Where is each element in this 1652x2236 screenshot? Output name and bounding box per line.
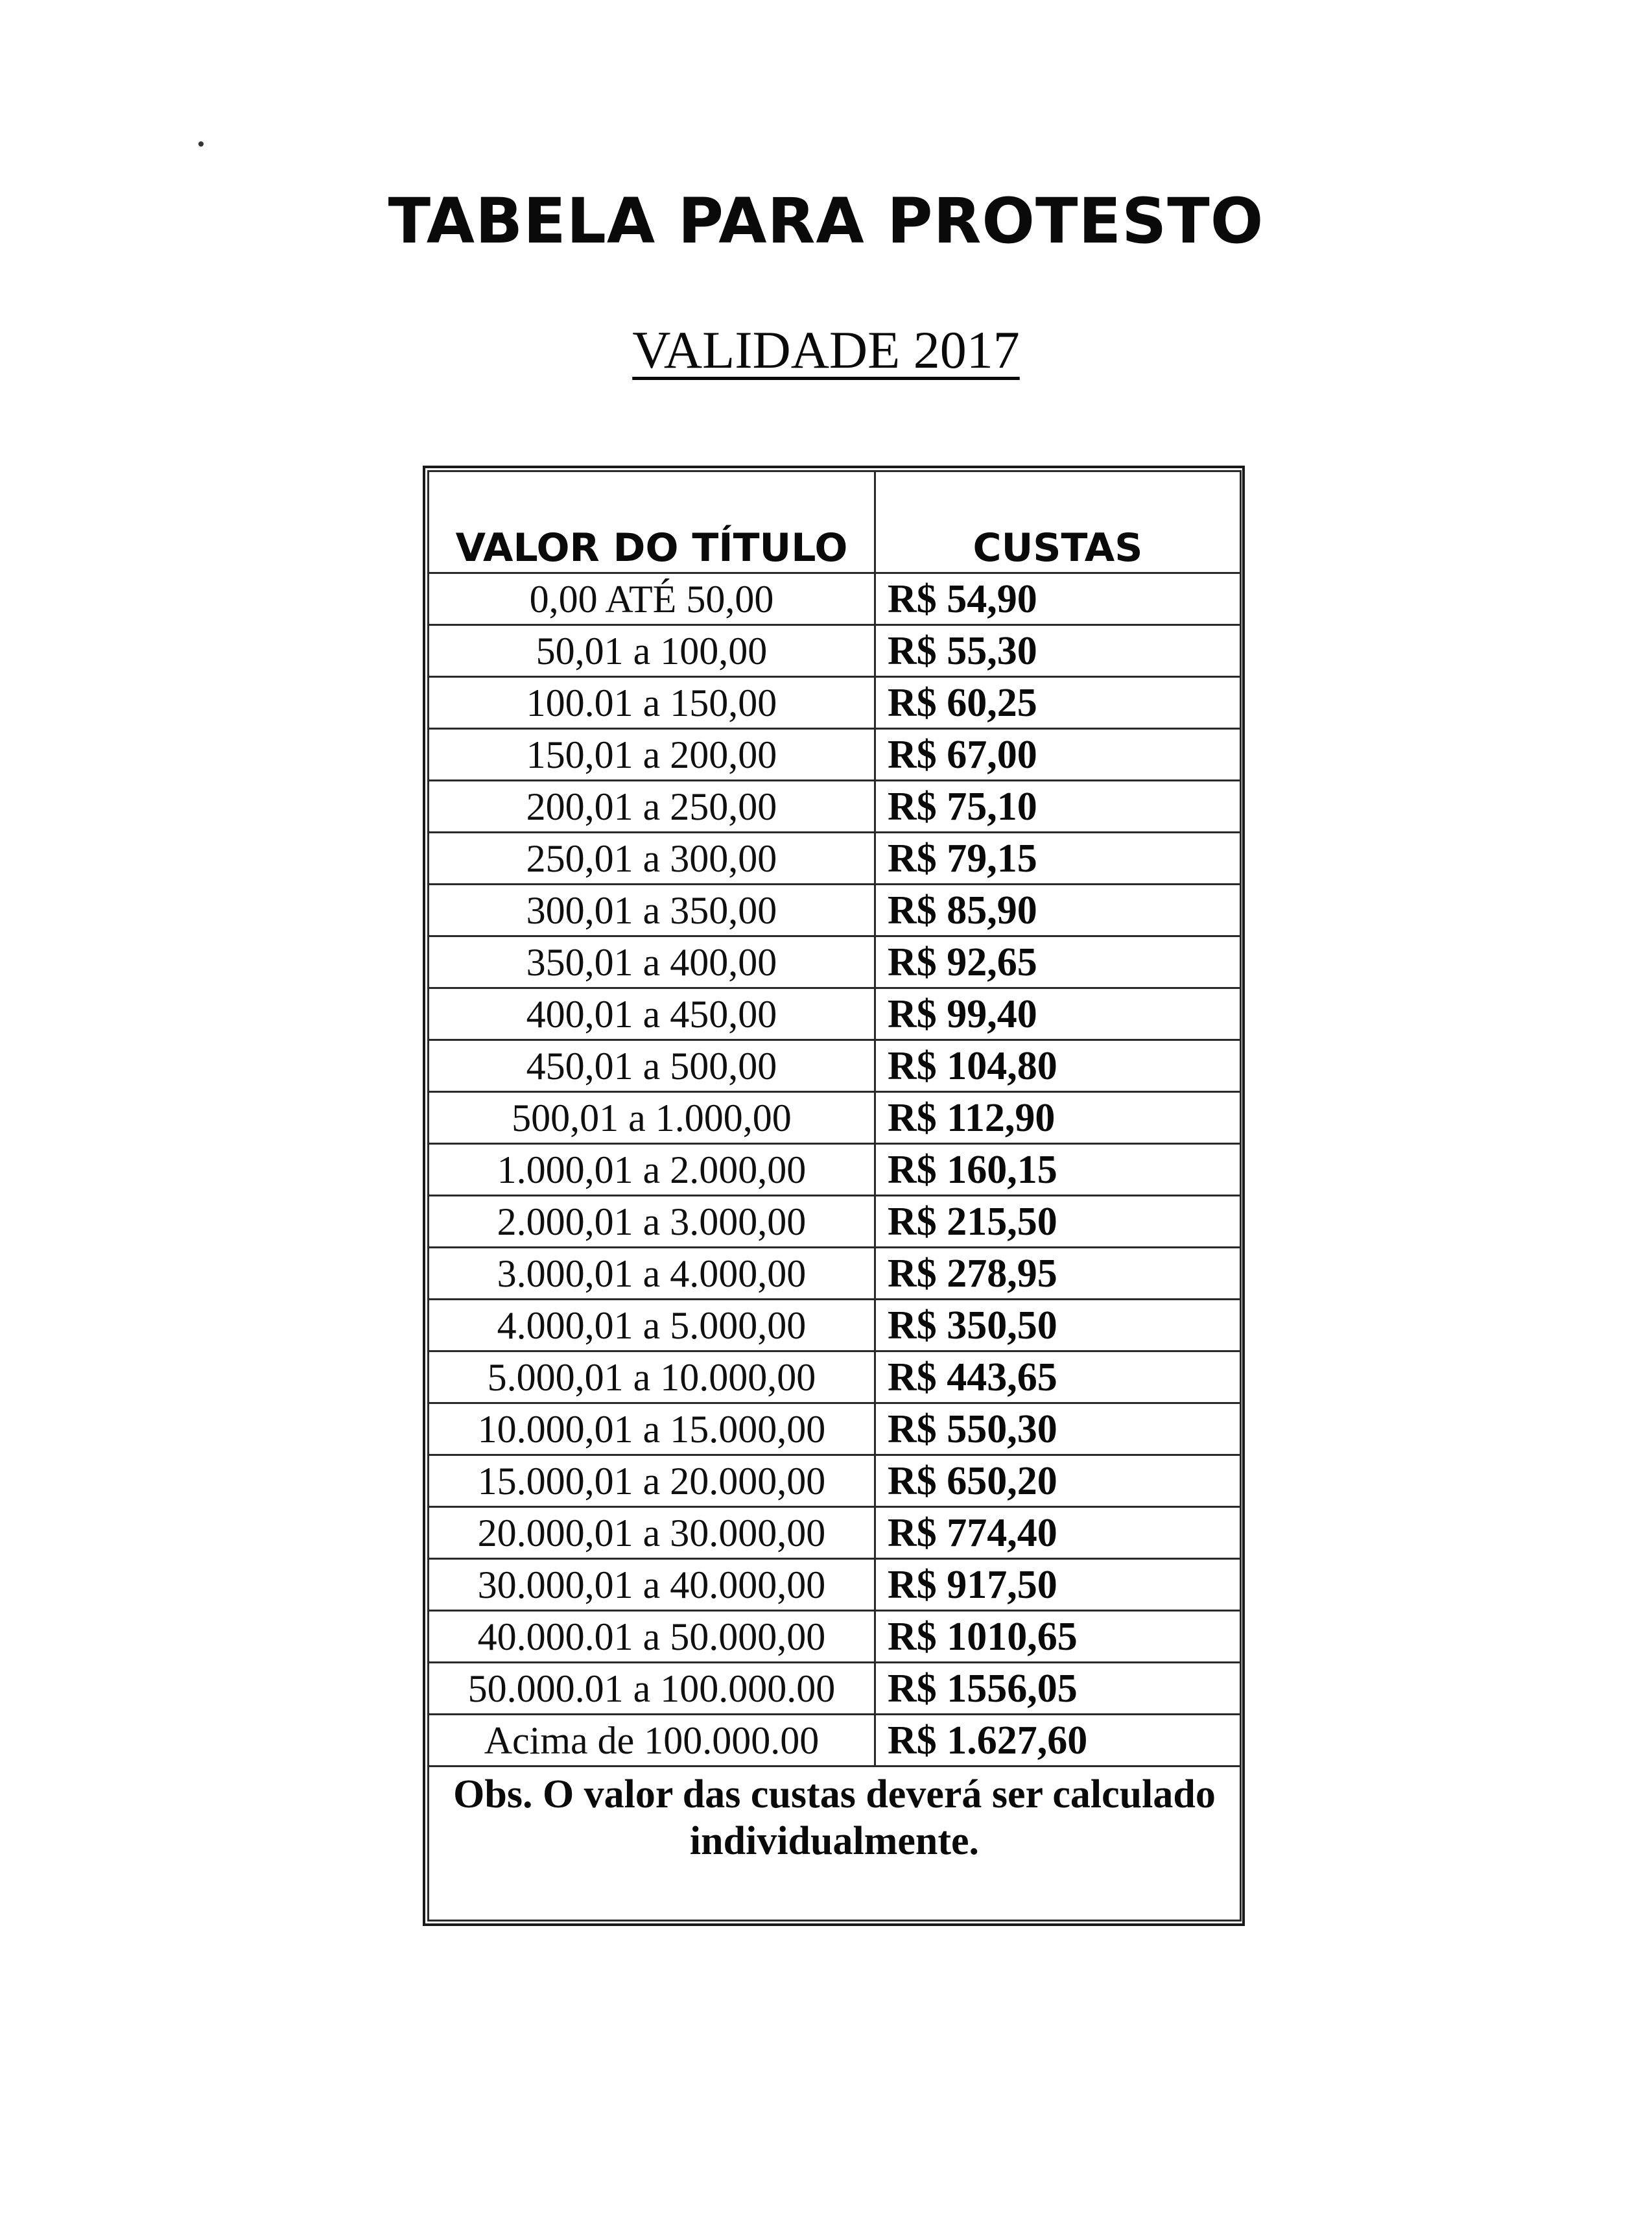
range-cell: Acima de 100.000.00 — [429, 1715, 875, 1766]
table-row — [429, 1248, 1241, 1300]
cost-cell: R$ 650,20 — [875, 1455, 1241, 1507]
range-cell: 300,01 a 350,00 — [429, 885, 875, 936]
fee-table-frame — [423, 466, 1245, 1926]
table-row — [429, 1092, 1241, 1144]
fee-table — [427, 470, 1242, 1921]
cost-cell: R$ 215,50 — [875, 1196, 1241, 1248]
range-cell: 50.000.01 a 100.000.00 — [429, 1663, 875, 1715]
table-row — [429, 729, 1241, 781]
table-row — [429, 625, 1241, 677]
cost-cell: R$ 67,00 — [875, 729, 1241, 781]
cost-cell: R$ 278,95 — [875, 1248, 1241, 1300]
range-cell: 200,01 a 250,00 — [429, 781, 875, 833]
cost-cell: R$ 99,40 — [875, 988, 1241, 1040]
table-row — [429, 1403, 1241, 1455]
cost-cell: R$ 104,80 — [875, 1040, 1241, 1092]
table-header-row — [429, 471, 1241, 573]
range-cell: 1.000,01 a 2.000,00 — [429, 1144, 875, 1196]
range-cell: 15.000,01 a 20.000,00 — [429, 1455, 875, 1507]
cost-cell: R$ 79,15 — [875, 833, 1241, 885]
range-cell: 150,01 a 200,00 — [429, 729, 875, 781]
range-cell: 20.000,01 a 30.000,00 — [429, 1507, 875, 1559]
range-cell: 50,01 a 100,00 — [429, 625, 875, 677]
note-row — [429, 1766, 1241, 1921]
cost-cell: R$ 443,65 — [875, 1351, 1241, 1403]
range-cell: 5.000,01 a 10.000,00 — [429, 1351, 875, 1403]
cost-cell: R$ 774,40 — [875, 1507, 1241, 1559]
range-cell: 250,01 a 300,00 — [429, 833, 875, 885]
range-cell: 30.000,01 a 40.000,00 — [429, 1559, 875, 1611]
range-cell: 400,01 a 450,00 — [429, 988, 875, 1040]
scan-speck — [198, 141, 204, 147]
table-row — [429, 1300, 1241, 1351]
table-row — [429, 885, 1241, 936]
validity-label: VALIDADE 2017 — [632, 320, 1020, 379]
table-row — [429, 573, 1241, 625]
range-cell: 500,01 a 1.000,00 — [429, 1092, 875, 1144]
cost-cell: R$ 550,30 — [875, 1403, 1241, 1455]
table-row — [429, 1196, 1241, 1248]
range-cell: 2.000,01 a 3.000,00 — [429, 1196, 875, 1248]
table-row — [429, 1455, 1241, 1507]
cost-cell: R$ 1010,65 — [875, 1611, 1241, 1663]
table-row — [429, 833, 1241, 885]
range-cell: 10.000,01 a 15.000,00 — [429, 1403, 875, 1455]
range-cell: 450,01 a 500,00 — [429, 1040, 875, 1092]
cost-cell: R$ 160,15 — [875, 1144, 1241, 1196]
table-row — [429, 1611, 1241, 1663]
table-row — [429, 936, 1241, 988]
cost-cell: R$ 350,50 — [875, 1300, 1241, 1351]
table-row — [429, 1040, 1241, 1092]
range-cell: 100.01 a 150,00 — [429, 677, 875, 729]
cost-cell: R$ 54,90 — [875, 573, 1241, 625]
table-row — [429, 1663, 1241, 1715]
table-row — [429, 988, 1241, 1040]
cost-cell: R$ 112,90 — [875, 1092, 1241, 1144]
cost-cell: R$ 55,30 — [875, 625, 1241, 677]
table-row — [429, 1144, 1241, 1196]
cost-cell: R$ 60,25 — [875, 677, 1241, 729]
observation-note: Obs. O valor das custas deverá ser calculado individualmente. — [429, 1766, 1241, 1921]
cost-cell: R$ 92,65 — [875, 936, 1241, 988]
range-cell: 4.000,01 a 5.000,00 — [429, 1300, 875, 1351]
cost-cell: R$ 85,90 — [875, 885, 1241, 936]
cost-cell: R$ 1556,05 — [875, 1663, 1241, 1715]
document-subtitle — [0, 319, 1652, 381]
table-row — [429, 677, 1241, 729]
range-cell: 350,01 a 400,00 — [429, 936, 875, 988]
table-row — [429, 1559, 1241, 1611]
table-row — [429, 1351, 1241, 1403]
table-row — [429, 781, 1241, 833]
range-cell: 40.000.01 a 50.000,00 — [429, 1611, 875, 1663]
cost-cell: R$ 75,10 — [875, 781, 1241, 833]
fee-table-body — [429, 471, 1241, 1921]
range-cell: 0,00 ATÉ 50,00 — [429, 573, 875, 625]
header-custas: CUSTAS — [875, 471, 1241, 573]
table-row — [429, 1715, 1241, 1766]
document-title: TABELA PARA PROTESTO — [388, 185, 1264, 257]
range-cell: 3.000,01 a 4.000,00 — [429, 1248, 875, 1300]
cost-cell: R$ 917,50 — [875, 1559, 1241, 1611]
cost-cell: R$ 1.627,60 — [875, 1715, 1241, 1766]
header-valor-do-titulo: VALOR DO TÍTULO — [429, 471, 875, 573]
table-row — [429, 1507, 1241, 1559]
